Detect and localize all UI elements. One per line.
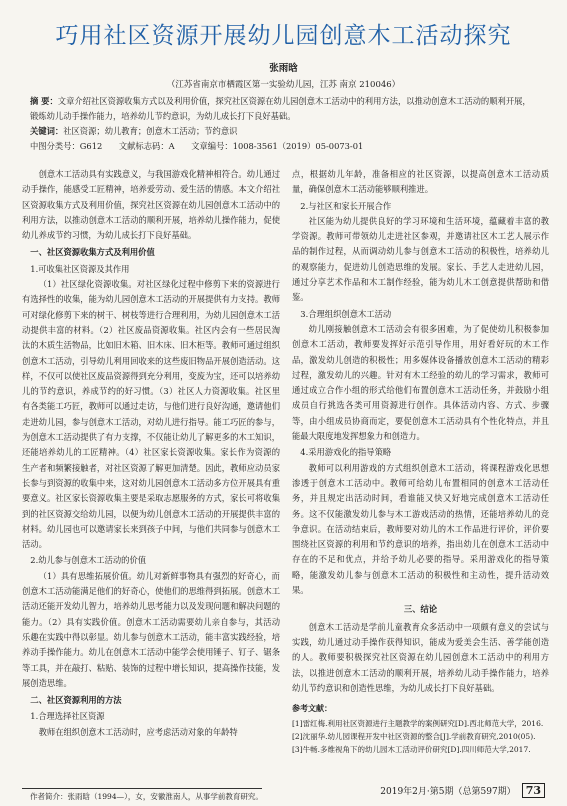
- paragraph: （1）具有思维拓展价值。幼儿对新鲜事物具有强烈的好奇心，而创意木工活动能满足他们的好奇心，使他们的思维得到拓展。创意木工活动还能开发幼儿智力，培养幼儿思考能力以及发现问题和解决问题的能力。（2）具有实践价值。创意木工活动需要幼儿亲自参与，其活动乐趣在实践中得以彰显。幼儿参与创意木工活动，能丰富实践经验，培养动手操作能力。幼儿在创意木工活动中能学会使用锤子、钉子、锯条等工具，并在敲打、粘贴、装饰的过程中增长知识，提高操作技能，发展创造思维。: [22, 570, 280, 688]
- footnote: 作者简介：张雨晗（1994—），女，安徽淮南人，从事学前教育研究。: [30, 792, 263, 801]
- paragraph: 教师在组织创意木工活动时，应考虑活动对象的年龄特: [38, 726, 238, 737]
- paragraph: 创意木工活动具有实践意义，与我国游戏化精神相符合。幼儿通过动手操作，能感受工匠精神，培养爱劳动、爱生活的情感。本文介绍社区资源收集方式及利用价值，探究社区资源在幼儿园创意木工活动中的利用方法，以推动创意木工活动的顺利开展，培养幼儿操作能力，促使幼儿养成节约习惯，为幼儿成长打下良好基础。: [22, 169, 280, 241]
- section-heading: 三、结论: [403, 604, 438, 615]
- section-heading: 二、社区资源利用的方法: [30, 695, 122, 706]
- subsection-heading: 4.采用游戏化的指导策略: [300, 447, 392, 458]
- article-meta: 中图分类号：G612 文献标志码：A 文章编号：1008-3561（2019）05-0073-01: [30, 141, 364, 151]
- right-column: [292, 167, 549, 756]
- reference-item: [2]沈丽华.幼儿园课程开发中社区资源的整合[J].学前教育研究,2010(05).: [292, 732, 536, 742]
- subsection-heading: 3.合理组织创意木工活动: [300, 308, 392, 319]
- subsection-heading: 2.与社区和家长开展合作: [300, 200, 392, 211]
- author-affiliation: （江苏省南京市栖霞区第一实验幼儿园，江苏 南京 210046）: [166, 80, 401, 90]
- paragraph: 教师可以利用游戏的方式组织创意木工活动，将课程游戏化思想渗透于创意木工活动中。教师可给幼儿布置相同的创意木工活动任务，并且规定出活动时间，看谁能又快又好地完成创意木工活动任务。这不仅能激发幼儿参与木工游戏活动的热情，还能培养幼儿的竞争意识。在活动结束后，教师要对幼儿的木工作品进行评价，评价要围绕社区资源的利用和节约意识的培养，指出幼儿在创意木工活动中存在的不足和优点，并给予幼儿必要的指导。采用游戏化的指导策略，能激发幼儿参与创意木工活动的积极性和主动性，提升活动效果。: [292, 462, 549, 596]
- page-info: [380, 783, 545, 798]
- section-heading: 一、社区资源收集方式及利用价值: [30, 247, 155, 258]
- reference-item: [3]牛畅.多维视角下的幼儿园木工活动评价研究[D].四川师范大学,2017.: [292, 745, 531, 755]
- left-column: [22, 167, 280, 740]
- subsection-heading: 1.可收集社区资源及其作用: [30, 263, 130, 274]
- paragraph: 社区能为幼儿提供良好的学习环境和生活环境，蕴藏着丰富的教学资源。教师可带领幼儿走进社区参观，并邀请社区木工艺人展示作品的制作过程，从而调动幼儿参与创意木工活动的积极性，培养幼儿的观察能力，促进幼儿创造思维的发展。家长、手艺人走进幼儿园，通过分享艺术作品和木工制作经验，能为幼儿木工创意提供帮助和借鉴。: [292, 215, 549, 303]
- keywords-label: 关键词：: [30, 126, 64, 136]
- abstract: [30, 94, 538, 124]
- footnote-rule: [22, 788, 262, 789]
- subsection-heading: 2.幼儿参与创意木工活动的价值: [30, 555, 147, 566]
- author-name: 张雨晗: [269, 63, 298, 74]
- paragraph: 幼儿刚接触创意木工活动会有很多困难，为了促使幼儿积极参加创意木工活动，教师要发挥好示范引导作用，用好看好玩的木工作品，激发幼儿创造的积极性；用多媒体设备播放创意木工活动的精彩过程，激发幼儿的兴趣。针对有木工经验的幼儿的学习需求，教师可通过成立合作小组的形式给他们布置创意木工活动任务，并鼓励小组成员自行挑选各类可用资源进行创作。具体活动内容、方式、步骤等，由小组成员协商而定，要促创意木工活动具有个性化特点，并且能最大限度地发挥想象力和创造力。: [292, 323, 549, 442]
- reference-item: [1]雷红梅.利用社区资源进行主题教学的案例研究[D].西北师范大学，2016.: [292, 719, 544, 729]
- references: [292, 702, 549, 756]
- paragraph: 点，根据幼儿年龄，准备相应的社区资源，以提高创意木工活动质量，确保创意木工活动能够顺利推进。: [292, 169, 549, 195]
- paragraph: 创意木工活动是学前儿童教育众多活动中一项颇有意义的尝试与实践，幼儿通过动手操作获得知识，能成为爱美会生活、善学能创造的人。教师要积极探究社区资源在幼儿园创意木工活动中的利用方法，以推进创意木工活动的顺利开展，培养幼儿动手操作能力，培养幼儿节约意识和创造性思维，为幼儿成长打下良好基础。: [292, 621, 549, 693]
- abstract-label: 摘 要：: [30, 96, 58, 106]
- article-title: 巧用社区资源开展幼儿园创意木工活动探究: [55, 23, 512, 49]
- subsection-heading: 1.合理选择社区资源: [30, 711, 105, 722]
- issue-date: 2019年2月·第5期（总第597期）: [380, 787, 516, 797]
- abstract-text: 文章介绍社区资源收集方式以及利用价值，探究社区资源在幼儿园创意木工活动中的利用方法，以推动创意木工活动的顺利开展，锻炼幼儿动手操作能力，培养幼儿节约意识，为幼儿成长打下良好基础。: [30, 96, 531, 121]
- page-number: 73: [522, 783, 545, 798]
- keywords-text: 社区资源；幼儿教育；创意木工活动；节约意识: [63, 126, 238, 136]
- keywords: [30, 124, 538, 139]
- paragraph: （1）社区绿化资源收集。对社区绿化过程中修剪下来的资源进行有选择性的收集，能为幼儿园创意木工活动的开展提供有力支持。教师可对绿化修剪下来的树干、树枝等进行合理利用，为幼儿园创意木工活动提供丰富的材料。（2）社区废品资源收集。社区内会有一些居民淘汰的木质生活物品，比如旧木箱、旧木床、旧木柜等。教师可通过组织创意木工活动，引导幼儿利用回收来的这些废旧物品开展创造活动。这样，不仅可以使社区废品资源得到充分利用，变废为宝，还可以培养幼儿的节约意识，养成节约的好习惯。（3）社区人力资源收集。社区里有各类能工巧匠，教师可以通过走访，与他们进行良好沟通，邀请他们走进幼儿园，参与创意木工活动，对幼儿进行指导。能工巧匠的参与，为创意木工活动提供了有力支撑，不仅能让幼儿了解更多的木工知识，还能培养幼儿的工匠精神。（4）社区家长资源收集。家长作为资源的生产者和频繁接触者，对社区资源了解更加清楚。因此，教师应动员家长参与到资源的收集中来，这对幼儿园创意木工活动多方位开展具有重要意义。社区家长资源收集主要是采取志愿服务的方式，家长可将收集到的社区资源交给幼儿园，以便为幼儿创意木工活动的开展提供丰富的材料。幼儿园也可以邀请家长来到孩子中间，与他们共同参与创意木工活动。: [22, 279, 280, 550]
- references-label: 参考文献：: [292, 703, 332, 714]
